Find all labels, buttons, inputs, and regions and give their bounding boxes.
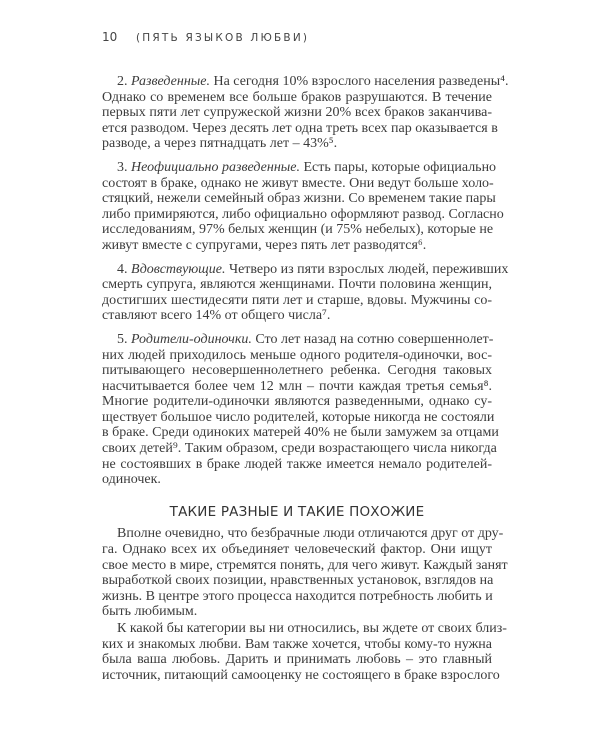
category-term: Неофициально разведенные. bbox=[131, 159, 300, 175]
line-text: Четверо из пяти взрослых людей, переживших bbox=[225, 261, 509, 277]
text-line: Вполне очевидно, что безбрачные люди отличаются друг от дру- bbox=[117, 526, 504, 542]
text-line: них людей приходилось меньше одного родителя-одиночки, вос- bbox=[102, 347, 492, 363]
text-line: ществует большое число родителей, которые никогда не состояли bbox=[102, 409, 495, 425]
text-line: Многие родители-одиночки являются разведенными, однако су- bbox=[102, 394, 492, 410]
text-line: ких и знакомых любви. Вам также хочется, чтобы кому-то нужна bbox=[102, 636, 492, 652]
text-line bbox=[102, 159, 497, 176]
paragraph bbox=[102, 74, 509, 152]
category-term: Разведенные. bbox=[131, 74, 210, 89]
category-term: Родители-одиночки. bbox=[131, 331, 252, 347]
text-line: первых пяти лет супружеской жизни 20% всех браков заканчива- bbox=[102, 105, 492, 121]
text-line: свое место в мире, стремятся понять, для чего живут. Каждый занят bbox=[102, 557, 508, 573]
list-number: 2. bbox=[117, 74, 131, 89]
book-title: (ПЯТЬ ЯЗЫКОВ ЛЮБВИ) bbox=[136, 32, 310, 44]
list-number: 4. bbox=[117, 261, 131, 277]
line-text: Сто лет назад на сотню совершеннолет- bbox=[251, 331, 494, 347]
text-line bbox=[102, 74, 509, 90]
text-line: Однако со временем все больше браков разрушаются. В течение bbox=[102, 89, 492, 105]
text-line: своих детей⁹. Таким образом, среди возрастающего числа никогда bbox=[102, 441, 497, 457]
paragraph bbox=[102, 261, 509, 324]
paragraph bbox=[102, 621, 507, 683]
text-line: стяцкий, нежели семейный образ жизни. Со временем такие пары bbox=[102, 191, 496, 207]
text-line: К какой бы категории вы ни относились, вы ждете от своих близ- bbox=[117, 621, 507, 636]
text-line bbox=[102, 261, 509, 278]
text-line bbox=[102, 332, 492, 348]
section-heading: ТАКИЕ РАЗНЫЕ И ТАКИЕ ПОХОЖИЕ bbox=[169, 503, 425, 520]
paragraph bbox=[102, 331, 499, 488]
text-line: смерть супруга, являются женщинами. Почти половина женщин, bbox=[102, 277, 492, 293]
text-line: в браке. Среди одиноких матерей 40% не были замужем за отцами bbox=[102, 425, 499, 441]
text-line: выработкой своих позиции, нравственных установок, взглядов на bbox=[102, 573, 494, 589]
text-line: быть любимым. bbox=[102, 604, 198, 620]
paragraph bbox=[102, 159, 504, 254]
text-line: питывающего несовершеннолетнего ребенка. Сегодня таковых bbox=[102, 363, 492, 379]
text-line: либо примиряются, либо официально оформляют развод. Согласно bbox=[102, 206, 504, 222]
text-line: разводе, а через пятнадцать лет – 43%⁵. bbox=[102, 136, 338, 152]
text-line: ставляют всего 14% от общего числа⁷. bbox=[102, 308, 331, 324]
text-line: была ваша любовь. Дарить и принимать любовь – это главный bbox=[102, 652, 492, 668]
text-line: исследованиям, 97% белых женщин (и 75% небелых), которые не bbox=[102, 222, 494, 238]
text-line: источник, питающий самооценку не состоящего в браке взрослого bbox=[102, 667, 500, 683]
list-number: 3. bbox=[117, 159, 131, 175]
line-text: Есть пары, которые официально bbox=[299, 159, 497, 175]
page-number: 10 bbox=[102, 30, 118, 44]
line-text: На сегодня 10% взрослого населения разведены⁴. bbox=[209, 74, 509, 89]
text-line: живут вместе с супругами, через пять лет разводятся⁶. bbox=[102, 237, 427, 253]
list-number: 5. bbox=[117, 331, 131, 347]
text-line: жизнь. В центре этого процесса находится потребность любить и bbox=[102, 588, 493, 604]
text-line: одиночек. bbox=[102, 472, 161, 488]
page-body bbox=[102, 74, 509, 691]
running-head bbox=[102, 30, 309, 44]
text-line: га. Однако всех их объединяет человеческий фактор. Они ищут bbox=[102, 542, 492, 558]
text-line: достигших шестидесяти пяти лет и старше, вдовы. Мужчины со- bbox=[102, 292, 492, 308]
text-line: ется разводом. Через десять лет одна треть всех пар оказывается в bbox=[102, 120, 498, 136]
paragraph bbox=[102, 526, 508, 620]
category-term: Вдовствующие. bbox=[131, 261, 226, 277]
text-line: насчитывается более чем 12 млн – почти каждая третья семья⁸. bbox=[102, 378, 492, 394]
text-line: не состоявших в браке людей также имеется немало родителей- bbox=[102, 456, 492, 472]
text-line: состоят в браке, однако не живут вместе. Они ведут больше холо- bbox=[102, 175, 494, 191]
